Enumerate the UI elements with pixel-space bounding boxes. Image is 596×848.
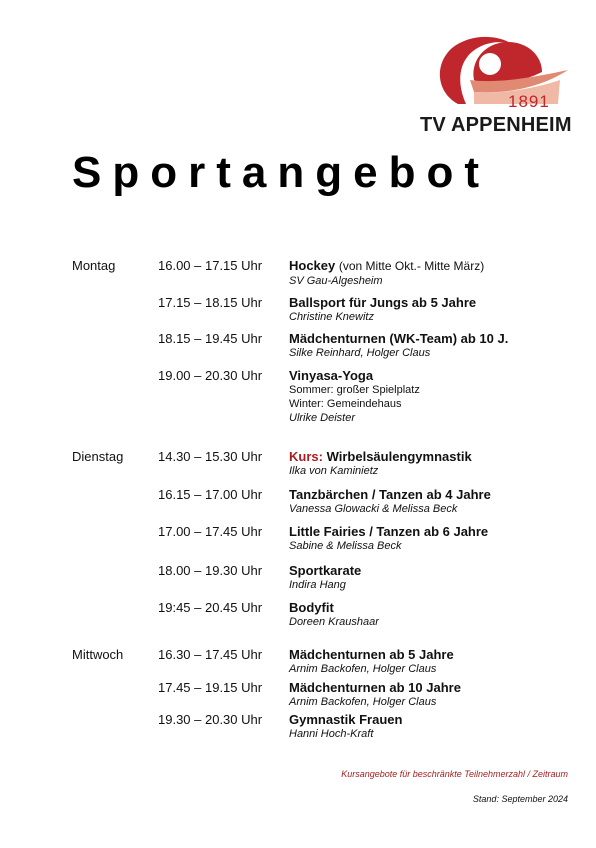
logo-year: 1891 [508,92,550,111]
trainer-name: Ulrike Deister [289,412,356,424]
trainer-name: Arnim Backofen, Holger Claus [289,663,437,675]
activity-title [289,258,579,274]
activity-details [289,295,579,324]
activity-title [289,368,579,383]
time-range: 17.15 – 18.15 Uhr [158,295,263,310]
trainer-name: Hanni Hoch-Kraft [289,728,374,740]
activity-details [289,331,579,360]
activity-name: Mädchenturnen ab 10 Jahre [289,680,461,695]
logo-name: TV APPENHEIM [420,114,572,136]
weekday-label: Mittwoch [72,647,124,662]
time-range: 16.15 – 17.00 Uhr [158,487,263,502]
activity-title [289,680,579,695]
weekday-label: Dienstag [72,449,124,464]
activity-title [289,712,579,727]
location-line: Sommer: großer Spielplatz [289,384,420,396]
activity-details [289,449,579,478]
time-range: 18.00 – 19.30 Uhr [158,563,263,578]
activity-title [289,331,579,346]
weekday-label: Montag [72,258,116,273]
activity-name: Gymnastik Frauen [289,712,403,727]
time-range: 17.00 – 17.45 Uhr [158,524,263,539]
trainer-name: SV Gau-Algesheim [289,275,383,287]
trainer-name: Doreen Kraushaar [289,616,379,628]
activity-details [289,680,579,709]
activity-details [289,487,579,516]
activity-name: Mädchenturnen ab 5 Jahre [289,647,454,662]
activity-name: Little Fairies / Tanzen ab 6 Jahre [289,524,489,539]
activity-details [289,600,579,629]
time-range: 18.15 – 19.45 Uhr [158,331,263,346]
trainer-name: Vanessa Glowacki & Melissa Beck [289,503,458,515]
activity-details [289,563,579,592]
activity-name: Ballsport für Jungs ab 5 Jahre [289,295,477,310]
activity-name: Wirbelsäulengymnastik [326,449,472,464]
time-range: 16.00 – 17.15 Uhr [158,258,263,273]
trainer-name: Silke Reinhard, Holger Claus [289,347,431,359]
activity-name: Sportkarate [289,563,362,578]
time-range: 17.45 – 19.15 Uhr [158,680,263,695]
club-logo [418,34,570,136]
activity-details [289,368,579,425]
activity-title [289,295,579,310]
time-range: 14.30 – 15.30 Uhr [158,449,263,464]
activity-note: (von Mitte Okt.- Mitte März) [338,259,485,273]
activity-name: Vinyasa-Yoga [289,368,374,383]
status-date: Stand: September 2024 [472,794,568,804]
activity-title [289,487,579,502]
activity-name: Mädchenturnen (WK-Team) ab 10 J. [289,331,509,346]
trainer-name: Christine Knewitz [289,311,374,323]
activity-title [289,647,579,662]
activity-title [289,524,579,539]
activity-title [289,449,579,464]
activity-details [289,524,579,553]
activity-title [289,600,579,615]
location-line: Winter: Gemeindehaus [289,398,402,410]
trainer-name: Ilka von Kaminietz [289,465,379,477]
activity-title [289,563,579,578]
trainer-name: Arnim Backofen, Holger Claus [289,696,437,708]
activity-details [289,647,579,676]
activity-name: Hockey [289,258,336,273]
trainer-name: Indira Hang [289,579,346,591]
activity-name: Bodyfit [289,600,334,615]
page-title: Sportangebot [72,148,490,197]
course-footnote: Kursangebote für beschränkte Teilnehmerzahl / Zeitraum [341,769,568,779]
time-range: 19.00 – 20.30 Uhr [158,368,263,383]
activity-details [289,258,579,288]
activity-name: Tanzbärchen / Tanzen ab 4 Jahre [289,487,491,502]
activity-details [289,712,579,741]
time-range: 19.30 – 20.30 Uhr [158,712,263,727]
time-range: 19:45 – 20.45 Uhr [158,600,263,615]
trainer-name: Sabine & Melissa Beck [289,540,402,552]
course-prefix: Kurs: [289,449,323,464]
time-range: 16.30 – 17.45 Uhr [158,647,263,662]
